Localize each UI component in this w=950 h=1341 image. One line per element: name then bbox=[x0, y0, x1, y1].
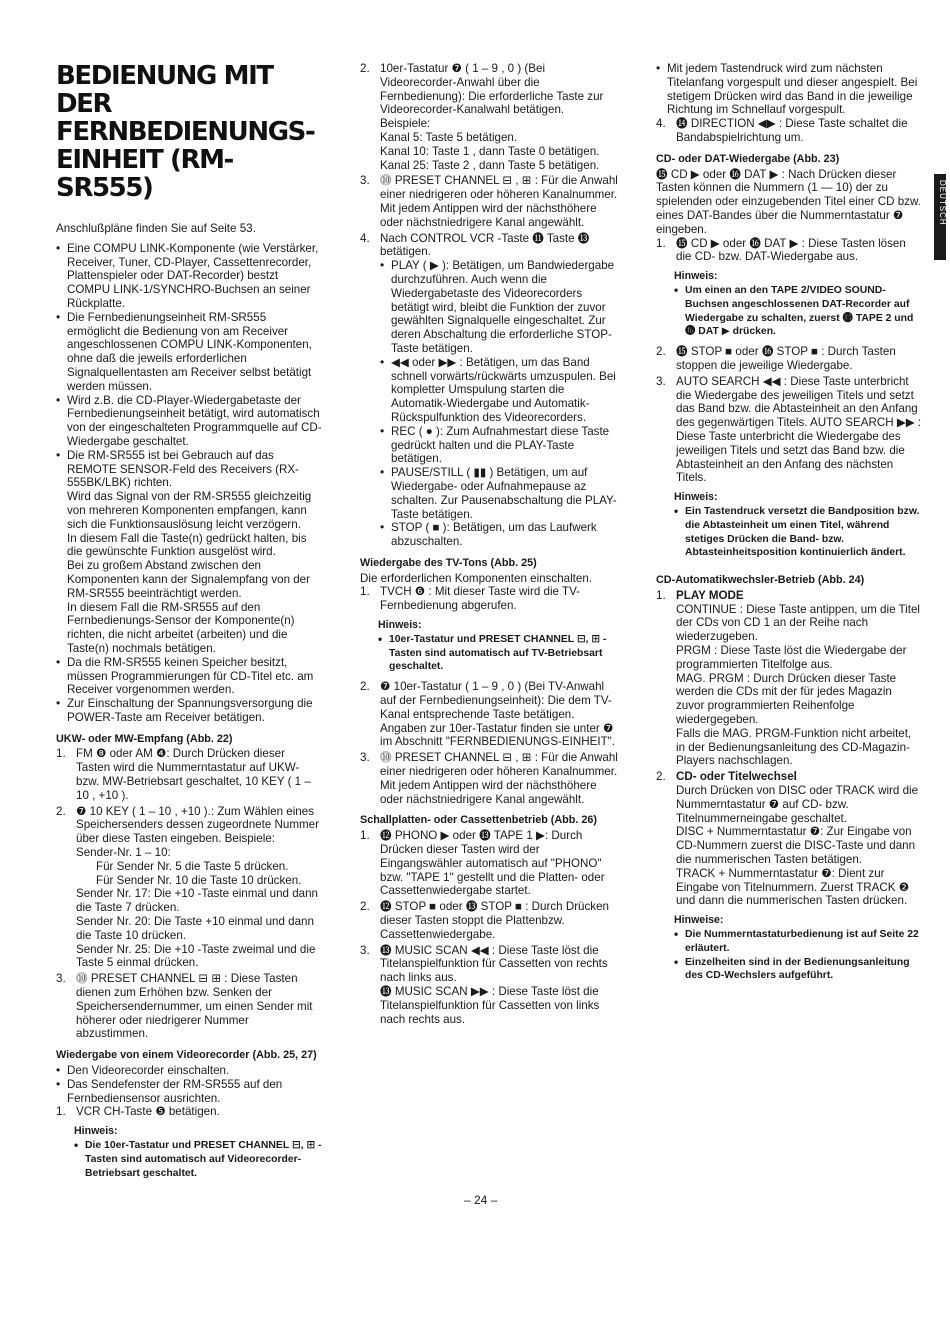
step-text: ⓬ STOP ■ oder ⓭ STOP ■ : Durch Drücken dieser Tasten stoppt die Plattenbzw. Cassettenwiedergabe. bbox=[380, 900, 609, 941]
note-label: Hinweis: bbox=[674, 491, 718, 504]
step-text: ⓾ PRESET CHANNEL ⊟ ⊞ : Diese Tasten dienen zum Erhöhen bzw. Senken der Speichersendernummer, um einen Sender mit höherer oder niedrigerer Nummer abzustimmen. bbox=[76, 972, 313, 1041]
list-item: • Das Sendefenster der RM-SR555 auf den Fernbediensensor ausrichten. bbox=[56, 1078, 322, 1106]
step-text: Durch Drücken von DISC oder TRACK wird die Nummerntastatur ❼ auf CD- bzw. Titelnummerneingabe geschaltet. bbox=[676, 784, 919, 825]
list-item: 3. ⓾ PRESET CHANNEL ⊟ , ⊞ : Für die Anwahl einer niedrigeren oder höheren Kanalnummer. Mit jedem Antippen wird der nächsthöhere oder nächstniedrigere Kanal angewählt. bbox=[360, 174, 618, 229]
example-line: Sender-Nr. 1 – 10: bbox=[76, 846, 171, 860]
bullet-continuation: In diesem Fall die Taste(n) gedrückt halten, bis die gewünschte Funktion ausgelöst wird. bbox=[67, 531, 307, 559]
list-item: 4. Nach CONTROL VCR -Taste ⓫ Taste ⓭ betätigen. • PLAY ( ▶ ): Betätigen, um Bandwiedergabe durchzuführen. Auch wenn die Wiedergabetaste des Videorecorders betätigt wird, bleibt die Funktion der zuvor gewählten Signalquelle eingeschaltet. Zur deren Abschaltung die erforderliche STOP-Taste betätigen. • ◀◀ oder ▶▶ : Betätigen, um das Band schnell vorwärts/rückwärts umzuspulen. Bei kompletter Umspulung starten die Automatik-Wiedergabe und Automatik-Rückspulfunktion des Videorecorders. • REC ( ● ): Zum Aufnahmestart diese Taste gedrückt halten und die PLAY-Taste betätigen. • PAUSE/STILL ( ▮▮ ) Betätigen, um auf Wiedergabe- oder Aufnahmepause az schalten. Zur Pausenabschaltung die PLAY-Taste betätigen. • STOP ( ■ ): Betätigen, um das Laufwerk abzuschalten. bbox=[360, 232, 622, 549]
column-2 bbox=[360, 62, 622, 1028]
tv-steps-a bbox=[360, 585, 622, 613]
note-item: • Die 10er-Tastatur und PRESET CHANNEL ⊟, ⊞ -Tasten sind automatisch auf Videorecorder-Betriebsart geschaltet. bbox=[74, 1139, 322, 1180]
list-item: • Da die RM-SR555 keinen Speicher besitzt, müssen Programmierungen für CD-Titel etc. am Receiver vorgenommen werden. bbox=[56, 656, 322, 697]
intro-text: Anschlußpläne finden Sie auf Seite 53. bbox=[56, 222, 256, 235]
note-list bbox=[674, 284, 922, 339]
step-text: FM ❽ oder AM ❹: Durch Drücken dieser Tasten wird die Nummerntastatur auf UKW-bzw. MW-Betriebsart geschaltet, 10 KEY ( 1 – 10 , +10 ). bbox=[76, 747, 311, 802]
step-text: ❼ 10er-Tastatur ( 1 – 9 , 0 ) (Bei TV-Anwahl auf der Fernbedienungseinheit): Die dem TV-Kanal entsprechende Taste betätigen. bbox=[380, 680, 612, 721]
step-text: AUTO SEARCH ◀◀ : Diese Taste unterbricht die Wiedergabe des jeweiligen Titels und setzt das Band bzw. die Abtasteinheit an den Anfang des gegenwärtigen Titels. AUTO SEARCH ▶▶ : Diese Taste unterbricht die Wiedergabe des jeweiligen Titels und setzt das Band bzw. die Abtasteinheit an den Anfang des nächsten Titels. bbox=[676, 374, 922, 485]
list-item: 1. TVCH ❻ : Mit dieser Taste wird die TV-Fernbedienung abgerufen. bbox=[360, 585, 581, 613]
tv-intro: Die erforderlichen Komponenten einschalten. bbox=[360, 571, 593, 585]
section-heading-tv: Wiedergabe des TV-Tons (Abb. 25) bbox=[360, 556, 537, 569]
list-item: 3. ⓾ PRESET CHANNEL ⊟ , ⊞ : Für die Anwahl einer niedrigeren oder höheren Kanalnummer. Mit jedem Antippen wird der nächsthöhere oder nächstniedrigere Kanal angewählt. bbox=[360, 751, 618, 806]
bullet-continuation: Bei zu großem Abstand zwischen den Komponenten kann der Signalempfang von der RM-SR555 beeinträchtigt werden. bbox=[67, 559, 310, 600]
page-number: – 24 – bbox=[464, 1193, 498, 1207]
note-list bbox=[378, 633, 622, 674]
list-item: 1. VCR CH-Taste ❺ betätigen. bbox=[56, 1105, 220, 1119]
cd-steps-b bbox=[656, 345, 922, 485]
list-item bbox=[56, 449, 322, 656]
note-label: Hinweis: bbox=[674, 270, 718, 283]
note-item: • Die Nummerntastaturbedienung ist auf Seite 22 erläutert. bbox=[674, 928, 922, 956]
column-3 bbox=[656, 62, 922, 983]
ukw-steps bbox=[56, 747, 322, 1041]
list-item: 2. ❼ 10er-Tastatur ( 1 – 9 , 0 ) (Bei TV-Anwahl auf der Fernbedienungseinheit): Die dem TV-Kanal entsprechende Taste betätigen. Angaben zur 10er-Tastatur finden sie unter ❼ im Abschnitt "FERNBEDIENUNGS-EINHEIT". bbox=[360, 680, 622, 749]
example-line: Sender Nr. 25: Die +10 -Taste zweimal und die Taste 5 einmal drücken. bbox=[76, 942, 316, 970]
list-item: 3. ⓾ PRESET CHANNEL ⊟ ⊞ : Diese Tasten dienen zum Erhöhen bzw. Senken der Speichersendernummer, um einen Sender mit höherer oder niedrigerer Nummer abzustimmen. bbox=[56, 972, 313, 1041]
step-text: DISC + Nummerntastatur ❼: Zur Eingabe von CD-Nummern zuerst die DISC-Taste und dann die nummerischen Tasten betätigen. bbox=[676, 825, 916, 867]
cd-intro: ⓯ CD ▶ oder ⓰ DAT ▶ : Nach Drücken dieser Tasten können die Nummern (1 — 10) der zu spielenden oder einzugebenden Titel einer CD bzw. eines DAT-Bandes über die Nummerntastatur ❼ eingeben. bbox=[656, 167, 921, 236]
step-text: Nach CONTROL VCR -Taste ⓫ Taste ⓭ betätigen. bbox=[380, 231, 590, 259]
note-item: • Ein Tastendruck versetzt die Bandposition bzw. die Abtasteinheit um einen Titel, während stetiges Drücken die Band- bzw. Abtasteinheitsposition kontinuierlich ändert. bbox=[674, 505, 922, 560]
step-text: ⓮ DIRECTION ◀▶ : Diese Taste schaltet die Bandabspielrichtung um. bbox=[676, 117, 908, 144]
vcr-function-list bbox=[380, 259, 622, 549]
note-label: Hinweis: bbox=[378, 619, 422, 632]
example-line: Beispiele: bbox=[380, 117, 431, 131]
language-tab bbox=[934, 174, 946, 260]
step-text: Falls die MAG. PRGM-Funktion nicht arbeitet, in der Bedienungsanleitung des CD-Magazin-Players nachschlagen. bbox=[676, 726, 912, 768]
tv-steps-b bbox=[360, 680, 622, 806]
note-label: Hinweis: bbox=[74, 1125, 118, 1138]
cd-steps-a bbox=[656, 237, 922, 265]
step-text: MAG. PRGM : Durch Drücken dieser Taste werden die CDs mit der für jedes Magazin zuvor programmierten Reihenfolge wiedergegeben. bbox=[676, 671, 897, 727]
example-line: Kanal 5: Taste 5 betätigen. bbox=[380, 130, 518, 144]
step-text: ❼ 10 KEY ( 1 – 10 , +10 ).: Zum Wählen eines Speichersenders dessen zugeordnete Nummer über diese Tasten eingeben. Beispiele: bbox=[76, 804, 319, 846]
step-text: 10er-Tastatur ❼ ( 1 – 9 , 0 ) (Bei Videorecorder-Anwahl über die Fernbedienung): Die erforderliche Taste zur Videorecorder-Kanalwahl betätigen. bbox=[380, 62, 604, 117]
example-line: Kanal 10: Taste 1 , dann Taste 0 betätigen. bbox=[380, 144, 600, 158]
bullet-text: Die RM-SR555 ist bei Gebrauch auf das REMOTE SENSOR-Feld des Receivers (RX-555BK/LBK) richten. bbox=[67, 448, 299, 490]
list-item: • Die Fernbedienungseinheit RM-SR555 ermöglicht die Bedienung von am Receiver angeschlossenen COMPU LINK-Komponenten, ohne daß die jeweils erforderlichen Signalquellentasten am Receiver selbst betätigt werden müssen. bbox=[56, 311, 322, 394]
step-heading: CD- oder Titelwechsel bbox=[676, 770, 797, 784]
example-line: Sender Nr. 20: Die Taste +10 einmal und dann die Taste 10 drücken. bbox=[76, 915, 314, 942]
step-text: ⓯ STOP ■ oder ⓰ STOP ■ : Durch Tasten stoppen die jeweilige Wiedergabe. bbox=[676, 345, 896, 372]
note-list bbox=[674, 928, 922, 983]
bullet-continuation: In diesem Fall die RM-SR555 auf den Fernbedienungs-Sensor der Komponente(n) richten, die nicht arbeitet (arbeiten) und die Taste(n) nochmals betätigen. bbox=[67, 600, 295, 655]
note-label: Hinweise: bbox=[674, 914, 724, 927]
step-text: ⓾ PRESET CHANNEL ⊟ , ⊞ : Für die Anwahl einer niedrigeren oder höheren Kanalnummer. Mit jedem Antippen wird der nächsthöhere oder nächstniedrigere Kanal angewählt. bbox=[380, 751, 618, 806]
page-title: BEDIENUNG MIT DER FERNBEDIENUNGS-EINHEIT (RM-SR555) bbox=[56, 61, 315, 203]
step-continuation: Angaben zur 10er-Tastatur finden sie unter ❼ im Abschnitt "FERNBEDIENUNGS-EINHEIT". bbox=[380, 721, 615, 749]
list-item: • ◀◀ oder ▶▶ : Betätigen, um das Band schnell vorwärts/rückwärts umzuspulen. Bei kompletter Umspulung starten die Automatik-Wiedergabe und Automatik-Rückspulfunktion des Videorecorders. bbox=[380, 356, 622, 425]
section-heading-changer: CD-Automatikwechsler-Betrieb (Abb. 24) bbox=[656, 574, 865, 587]
tape-bullets bbox=[656, 62, 922, 117]
step-text: PRGM : Diese Taste löst die Wiedergabe der programmierten Titelfolge aus. bbox=[676, 644, 907, 671]
step-continuation: ⓭ MUSIC SCAN ▶▶ : Diese Taste löst die Titelanspielfunktion für Cassetten von links nach rechts aus. bbox=[380, 985, 600, 1026]
section-heading-ukw: UKW- oder MW-Empfang (Abb. 22) bbox=[56, 732, 233, 745]
list-item: • Zur Einschaltung der Spannungsversorgung die POWER-Taste am Receiver betätigen. bbox=[56, 697, 322, 725]
list-item: 1. PLAY MODE CONTINUE : Diese Taste antippen, um die Titel der CDs von CD 1 an der Reihe nach wiederzugeben. PRGM : Diese Taste löst die Wiedergabe der programmierten Titelfolge aus. MAG. PRGM : Durch Drücken dieser Taste werden die CDs mit der für jedes Magazin zuvor programmierten Reihenfolge wiedergegeben. Falls die MAG. PRGM-Funktion nicht arbeitet, in der Bedienungsanleitung des CD-Magazin-Players nachschlagen. bbox=[656, 588, 920, 768]
vcr-steps bbox=[360, 62, 622, 549]
step-text: TRACK + Nummerntastatur ❼: Dient zur Eingabe von Titelnummern. Zuerst TRACK ❷ und dann die nummerischen Tasten drücken. bbox=[676, 866, 910, 908]
list-item: 1. ⓬ PHONO ▶ oder ⓭ TAPE 1 ▶: Durch Drücken dieser Tasten wird der Eingangswähler automatisch auf "PHONO" bzw. "TAPE 1" gestellt und die Platten- oder Cassettenwiedergabe startet. bbox=[360, 829, 605, 898]
step-text: ⓯ CD ▶ oder ⓰ DAT ▶ : Diese Tasten lösen die CD- bzw. DAT-Wiedergabe aus. bbox=[676, 236, 906, 264]
list-item: • Eine COMPU LINK-Komponente (wie Verstärker, Receiver, Tuner, CD-Player, Cassettenrecorder, Plattenspieler oder DAT-Recorder) bestzt COMPU LINK-1/SYNCHRO-Buchsen an seiner Rückplatte. bbox=[56, 242, 322, 311]
example-line: Sender Nr. 17: Die +10 -Taste einmal und dann die Taste 7 drücken. bbox=[76, 887, 319, 915]
example-line: Für Sender Nr. 5 die Taste 5 drücken. bbox=[96, 859, 289, 873]
note-item: • Einzelheiten sind in der Bedienungsanleitung des CD-Wechslers aufgeführt. bbox=[674, 956, 922, 984]
step-heading: PLAY MODE bbox=[676, 588, 744, 602]
list-item: • Den Videorecorder einschalten. bbox=[56, 1064, 322, 1078]
list-item: • PLAY ( ▶ ): Betätigen, um Bandwiedergabe durchzuführen. Auch wenn die Wiedergabetaste des Videorecorders betätigt wird, bleibt die Funktion der zuvor gewählten Signalquelle eingeschaltet. Zur deren Abschaltung die erforderliche STOP-Taste betätigen. bbox=[380, 259, 622, 356]
step-text: CONTINUE : Diese Taste antippen, um die Titel der CDs von CD 1 an der Reihe nach wiederzugeben. bbox=[676, 602, 920, 644]
column-1 bbox=[56, 62, 322, 1180]
section-heading-phono: Schallplatten- oder Cassettenbetrieb (Abb. 26) bbox=[360, 814, 597, 827]
bullet-continuation: Wird das Signal von der RM-SR555 gleichzeitig von mehreren Komponenten empfangen, kann sich die Funktionsauslösung leicht verzögern. bbox=[67, 490, 312, 531]
note-item: • Um einen an den TAPE 2/VIDEO SOUND-Buchsen angeschlossenen DAT-Recorder auf Wiedergabe zu schalten, zuerst ⓭ TAPE 2 und ⓰ DAT ▶ drücken. bbox=[674, 284, 922, 339]
list-item: • PAUSE/STILL ( ▮▮ ) Betätigen, um auf Wiedergabe- oder Aufnahmepause az schalten. Zur Pausenabschaltung die PLAY-Taste betätigen. bbox=[380, 466, 622, 521]
list-item: • Wird z.B. die CD-Player-Wiedergabetaste der Fernbedienungseinheit betätigt, wird automatisch von der eingeschalteten Programmquelle auf CD-Wiedergabe geschaltet. bbox=[56, 394, 322, 449]
list-item: 1. FM ❽ oder AM ❹: Durch Drücken dieser Tasten wird die Nummerntastatur auf UKW-bzw. MW-Betriebsart geschaltet, 10 KEY ( 1 – 10 , +10 ). bbox=[56, 747, 311, 802]
list-item: 2. ⓬ STOP ■ oder ⓭ STOP ■ : Durch Drücken dieser Tasten stoppt die Plattenbzw. Cassettenwiedergabe. bbox=[360, 900, 609, 941]
note-list bbox=[674, 505, 922, 560]
tape-steps bbox=[656, 117, 922, 145]
list-item: 2. CD- oder Titelwechsel Durch Drücken von DISC oder TRACK wird die Nummerntastatur ❼ auf CD- bzw. Titelnummerneingabe geschaltet. DISC + Nummerntastatur ❼: Zur Eingabe von CD-Nummern zuerst die DISC-Taste und dann die nummerischen Tasten betätigen. TRACK + Nummerntastatur ❼: Dient zur Eingabe von Titelnummern. Zuerst TRACK ❷ und dann die nummerischen Tasten drücken. bbox=[656, 770, 922, 908]
list-item: 2. ❼ 10 KEY ( 1 – 10 , +10 ).: Zum Wählen eines Speichersenders dessen zugeordnete Nummer über diese Tasten eingeben. Beispiele: Sender-Nr. 1 – 10: Für Sender Nr. 5 die Taste 5 drücken. Für Sender Nr. 10 die Taste 10 drücken. Sender Nr. 17: Die +10 -Taste einmal und dann die Taste 7 drücken. Sender Nr. 20: Die Taste +10 einmal und dann die Taste 10 drücken. Sender Nr. 25: Die +10 -Taste zweimal und die Taste 5 einmal drücken. bbox=[56, 805, 322, 971]
list-item: 3. ⓭ MUSIC SCAN ◀◀ : Diese Taste löst die Titelanspielfunktion für Cassetten von rechts nach links aus. ⓭ MUSIC SCAN ▶▶ : Diese Taste löst die Titelanspielfunktion für Cassetten von links nach rechts aus. bbox=[360, 944, 622, 1027]
step-text: VCR CH-Taste ❺ betätigen. bbox=[76, 1105, 220, 1119]
list-item: 2. ⓯ STOP ■ oder ⓰ STOP ■ : Durch Tasten stoppen die jeweilige Wiedergabe. bbox=[656, 345, 896, 372]
video-steps bbox=[56, 1105, 322, 1119]
list-item: 1. ⓯ CD ▶ oder ⓰ DAT ▶ : Diese Tasten lösen die CD- bzw. DAT-Wiedergabe aus. bbox=[656, 236, 906, 264]
step-text: ⓭ MUSIC SCAN ◀◀ : Diese Taste löst die Titelanspielfunktion für Cassetten von rechts nach links aus. bbox=[380, 943, 608, 985]
phono-steps bbox=[360, 829, 622, 1026]
list-item: • Mit jedem Tastendruck wird zum nächsten Titelanfang vorgespult und dieser angespielt. Bei stetigem Drücken wird das Band in die jeweilige Richtung im Schnellauf vorgespult. bbox=[656, 62, 922, 117]
intro-bullets bbox=[56, 242, 322, 725]
list-item: • STOP ( ■ ): Betätigen, um das Laufwerk abzuschalten. bbox=[380, 521, 622, 549]
section-heading-video: Wiedergabe von einem Videorecorder (Abb. 25, 27) bbox=[56, 1049, 317, 1062]
step-text: TVCH ❻ : Mit dieser Taste wird die TV-Fernbedienung abgerufen. bbox=[380, 585, 581, 613]
changer-steps bbox=[656, 589, 922, 908]
example-line: Kanal 25: Taste 2 , dann Taste 5 betätigen. bbox=[380, 158, 600, 172]
note-list bbox=[74, 1139, 322, 1180]
list-item: 2. 10er-Tastatur ❼ ( 1 – 9 , 0 ) (Bei Videorecorder-Anwahl über die Fernbedienung): Die erforderliche Taste zur Videorecorder-Kanalwahl betätigen. Beispiele: Kanal 5: Taste 5 betätigen. Kanal 10: Taste 1 , dann Taste 0 betätigen. Kanal 25: Taste 2 , dann Taste 5 betätigen. bbox=[360, 62, 622, 172]
language-tab-label: DEUTSCH bbox=[937, 180, 947, 226]
list-item: 4. ⓮ DIRECTION ◀▶ : Diese Taste schaltet die Bandabspielrichtung um. bbox=[656, 117, 908, 144]
step-text: ⓾ PRESET CHANNEL ⊟ , ⊞ : Für die Anwahl einer niedrigeren oder höheren Kanalnummer. Mit jedem Antippen wird der nächsthöhere oder nächstniedrigere Kanal angewählt. bbox=[380, 174, 618, 229]
list-item: 3. AUTO SEARCH ◀◀ : Diese Taste unterbricht die Wiedergabe des jeweiligen Titels und setzt das Band bzw. die Abtasteinheit an den Anfang des gegenwärtigen Titels. AUTO SEARCH ▶▶ : Diese Taste unterbricht die Wiedergabe des jeweiligen Titels und setzt das Band bzw. die Abtasteinheit an den Anfang des nächsten Titels. bbox=[656, 374, 922, 485]
section-heading-cd: CD- oder DAT-Wiedergabe (Abb. 23) bbox=[656, 152, 840, 165]
list-item: • REC ( ● ): Zum Aufnahmestart diese Taste gedrückt halten und die PLAY-Taste betätigen. bbox=[380, 425, 622, 466]
video-bullets bbox=[56, 1064, 322, 1105]
note-item: • 10er-Tastatur und PRESET CHANNEL ⊟, ⊞ -Tasten sind automatisch auf TV-Betriebsart geschaltet. bbox=[378, 633, 622, 674]
step-text: ⓬ PHONO ▶ oder ⓭ TAPE 1 ▶: Durch Drücken dieser Tasten wird der Eingangswähler automatisch auf "PHONO" bzw. "TAPE 1" gestellt und die Platten- oder Cassettenwiedergabe startet. bbox=[380, 829, 605, 898]
example-line: Für Sender Nr. 10 die Taste 10 drücken. bbox=[96, 873, 302, 887]
